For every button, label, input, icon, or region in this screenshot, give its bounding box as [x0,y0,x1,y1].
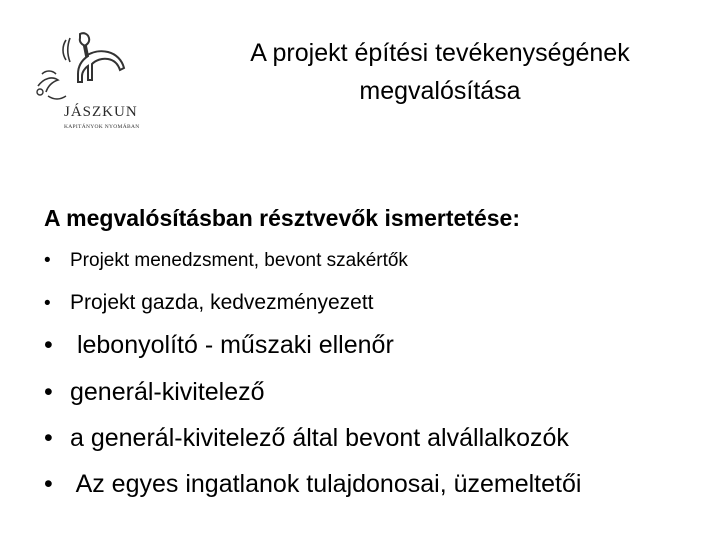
logo [28,26,148,138]
slide-title [170,34,710,110]
list-item [44,470,581,499]
logo-name: JÁSZKUN [64,104,138,120]
list-item-text: a generál-kivitelező által bevont alvállalkozók [70,424,569,452]
list-item [44,378,265,407]
horse-emblem-icon [28,26,148,106]
bullet-marker: • [44,378,53,406]
bullet-marker: • [44,424,53,452]
bullet-marker: • [44,250,51,271]
list-item-text: Projekt menedzsment, bevont szakértők [70,250,408,271]
list-item-text: Projekt gazda, kedvezményezett [70,291,374,314]
logo-subtitle: KAPITÁNYOK NYOMÁBAN [64,124,140,130]
title-line-1: A projekt építési tevékenységének [250,39,630,67]
list-item [44,331,394,360]
title-line-2: megvalósítása [359,77,521,105]
bullet-marker: • [44,293,51,314]
list-item [44,424,569,453]
list-item [44,291,374,315]
list-item-text: lebonyolító - műszaki ellenőr [70,331,394,359]
bullet-marker: • [44,470,53,498]
section-heading: A megvalósításban résztvevők ismertetése: [44,205,520,231]
list-item-text: Az egyes ingatlanok tulajdonosai, üzemeltetői [70,470,582,498]
list-item [44,250,408,272]
bullet-marker: • [44,331,53,359]
list-item-text: generál-kivitelező [70,378,265,406]
